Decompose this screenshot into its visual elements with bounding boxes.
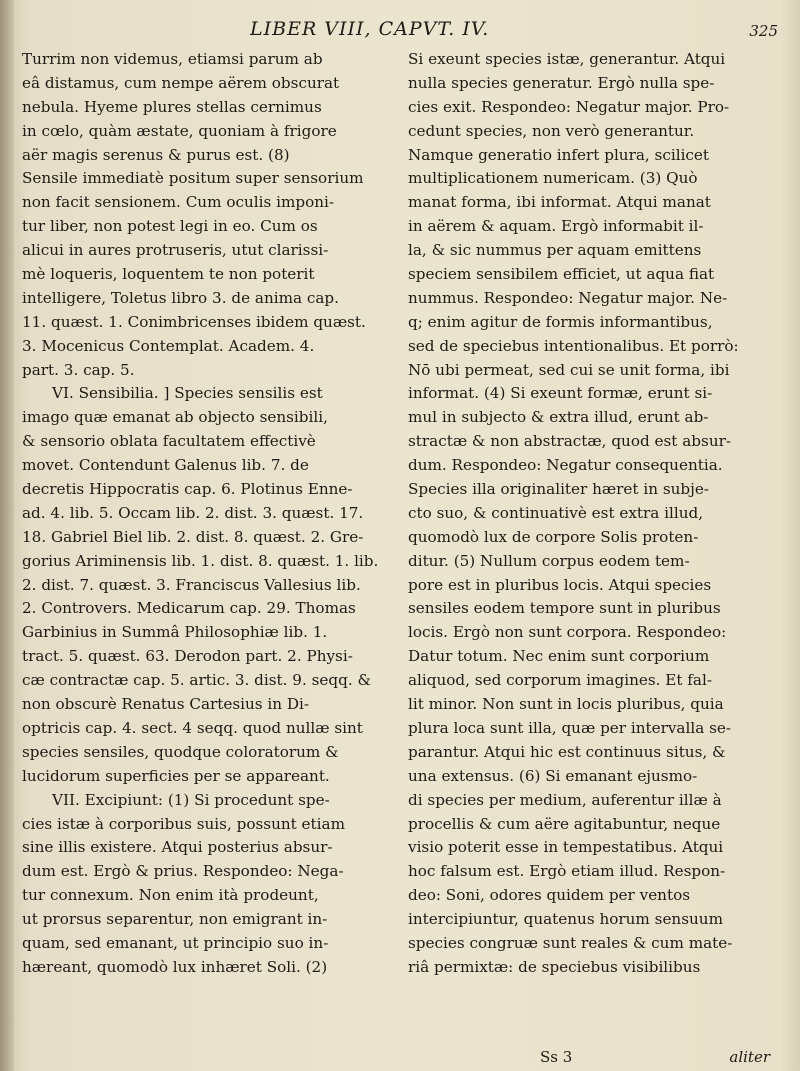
- left-column-line: & sensorio oblata facultatem effectivè: [22, 432, 316, 451]
- right-column-line: Datur totum. Nec enim sunt corporium: [408, 647, 710, 666]
- right-column-line: nummus. Respondeo: Negatur major. Ne-: [408, 288, 728, 307]
- left-column-line: decretis Hippocratis cap. 6. Plotinus Enne-: [22, 480, 353, 499]
- left-column-line: species sensiles, quodque coloratorum &: [22, 742, 339, 761]
- left-column-line: Turrim non videmus, etiamsi parum ab: [22, 50, 323, 68]
- left-column-line: sine illis existere. Atqui posterius absur-: [22, 838, 333, 857]
- right-column-line: locis. Ergò non sunt corpora. Respondeo:: [408, 623, 727, 642]
- left-column-line: lucidorum superficies per se appareant.: [22, 766, 330, 785]
- catchword: aliter: [729, 1048, 770, 1066]
- left-column-line: eâ distamus, cum nempe aërem obscurat: [22, 73, 340, 92]
- right-column-line: pore est in pluribus locis. Atqui species: [408, 575, 712, 594]
- right-column-line: Namque generatio infert plura, scilicet: [408, 145, 710, 164]
- right-column-line: deo: Soni, odores quidem per ventos: [408, 886, 691, 905]
- right-column-line: la, & sic nummus per aquam emittens: [408, 241, 702, 260]
- left-column-line: quam, sed emanant, ut principio suo in-: [22, 933, 329, 952]
- left-column-line: optricis cap. 4. sect. 4 seqq. quod nullæ sint: [22, 718, 363, 737]
- left-column-line: tur liber, non potest legi in eo. Cum os: [22, 217, 318, 236]
- right-column-line: riâ permixtæ: de speciebus visibilibus: [408, 957, 701, 976]
- right-column-line: procellis & cum aëre agitabuntur, neque: [408, 814, 721, 833]
- right-column-line: speciem sensibilem efficiet, ut aqua fiat: [408, 265, 715, 284]
- right-column-line: Nō ubi permeat, sed cui se unit forma, ibi: [408, 360, 730, 379]
- page-header: [0, 14, 800, 46]
- left-column-line: Sensile immediatè positum super sensorium: [22, 169, 364, 188]
- right-column-line: quomodò lux de corpore Solis proten-: [408, 527, 699, 546]
- right-column-line: hoc falsum est. Ergò etiam illud. Respon-: [408, 862, 726, 881]
- left-column-line: in cœlo, quàm æstate, quoniam à frigore: [22, 121, 337, 140]
- right-column-line: plura loca sunt illa, quæ per intervalla se-: [408, 718, 732, 737]
- running-head: LIBER VIII, CAPVT. IV.: [250, 18, 490, 40]
- left-column-line: 3. Mocenicus Contemplat. Academ. 4.: [22, 336, 315, 355]
- left-column-line: hæreant, quomodò lux inhæret Soli. (2): [22, 957, 328, 976]
- left-column-line: imago quæ emanat ab objecto sensibili,: [22, 408, 328, 427]
- left-column-line: VI. Sensibilia. ] Species sensilis est: [52, 384, 323, 403]
- right-column-line: nulla species generatur. Ergò nulla spe-: [408, 73, 715, 92]
- left-column-line: intelligere, Toletus libro 3. de anima cap.: [22, 288, 339, 307]
- left-column-line: tur connexum. Non enim ità prodeunt,: [22, 886, 319, 905]
- right-column-line: species congruæ sunt reales & cum mate-: [408, 933, 733, 952]
- left-column-line: mè loqueris, loquentem te non poterit: [22, 265, 315, 284]
- right-column-line: visio poterit esse in tempestatibus. Atqui: [408, 838, 724, 857]
- right-column-line: q; enim agitur de formis informantibus,: [408, 312, 713, 331]
- left-column-line: 11. quæst. 1. Conimbricenses ibidem quæst.: [22, 312, 366, 331]
- left-column-line: part. 3. cap. 5.: [22, 360, 135, 379]
- right-column-line: ditur. (5) Nullum corpus eodem tem-: [408, 551, 690, 570]
- left-column-line: gorius Ariminensis lib. 1. dist. 8. quæst. 1. lib.: [22, 551, 379, 570]
- left-column-line: 2. Controvers. Medicarum cap. 29. Thomas: [22, 599, 356, 618]
- right-column-line: sed de speciebus intentionalibus. Et porrò:: [408, 336, 739, 355]
- right-column-line: cto suo, & continuativè est extra illud,: [408, 503, 704, 522]
- left-column-line: alicui in aures protruseris, utut clarissi-: [22, 241, 329, 260]
- left-column-line: nebula. Hyeme plures stellas cernimus: [22, 97, 322, 116]
- left-column-line: 2. dist. 7. quæst. 3. Franciscus Vallesius lib.: [22, 575, 361, 594]
- right-column-line: intercipiuntur, quatenus horum sensuum: [408, 910, 723, 929]
- right-column-line: Si exeunt species istæ, generantur. Atqui: [408, 50, 726, 68]
- left-column: [22, 48, 382, 980]
- right-column-line: Species illa originaliter hæret in subje-: [408, 480, 709, 499]
- right-column-line: sensiles eodem tempore sunt in pluribus: [408, 599, 721, 618]
- left-column-line: movet. Contendunt Galenus lib. 7. de: [22, 456, 309, 475]
- right-column-line: una extensus. (6) Si emanant ejusmo-: [408, 766, 698, 785]
- right-column-line: manat forma, ibi informat. Atqui manat: [408, 193, 711, 212]
- right-column: [408, 48, 780, 980]
- left-column-line: 18. Gabriel Biel lib. 2. dist. 8. quæst. 2. Gre-: [22, 527, 364, 546]
- signature-mark: Ss 3: [540, 1048, 573, 1066]
- left-column-line: aër magis serenus & purus est. (8): [22, 145, 290, 164]
- left-column-line: non facit sensionem. Cum oculis imponi-: [22, 193, 334, 212]
- left-column-line: tract. 5. quæst. 63. Derodon part. 2. Physi-: [22, 647, 353, 666]
- right-column-line: cedunt species, non verò generantur.: [408, 121, 695, 140]
- left-column-line: dum est. Ergò & prius. Respondeo: Nega-: [22, 862, 344, 881]
- right-column-line: di species per medium, auferentur illæ à: [408, 790, 722, 809]
- right-column-line: dum. Respondeo: Negatur consequentia.: [408, 456, 723, 475]
- right-column-line: multiplicationem numericam. (3) Quò: [408, 169, 698, 188]
- right-column-line: lit minor. Non sunt in locis pluribus, quia: [408, 695, 724, 714]
- right-column-line: stractæ & non abstractæ, quod est absur-: [408, 432, 731, 451]
- right-column-line: in aërem & aquam. Ergò informabit il-: [408, 217, 704, 236]
- right-column-line: mul in subjecto & extra illud, erunt ab-: [408, 408, 709, 427]
- right-column-line: aliquod, sed corporum imagines. Et fal-: [408, 671, 712, 690]
- left-column-line: VII. Excipiunt: (1) Si procedunt spe-: [52, 790, 330, 809]
- left-column-line: ad. 4. lib. 5. Occam lib. 2. dist. 3. quæst. 17.: [22, 503, 364, 522]
- left-column-line: Garbinius in Summâ Philosophiæ lib. 1.: [22, 623, 328, 642]
- right-column-line: cies exit. Respondeo: Negatur major. Pro-: [408, 97, 730, 116]
- page-number: 325: [749, 22, 778, 40]
- left-column-line: cæ contractæ cap. 5. artic. 3. dist. 9. seqq. &: [22, 671, 372, 690]
- left-column-line: ut prorsus separentur, non emigrant in-: [22, 910, 328, 929]
- page-gutter: [0, 0, 14, 1071]
- right-column-line: informat. (4) Si exeunt formæ, erunt si-: [408, 384, 713, 403]
- right-column-line: parantur. Atqui hic est continuus situs, &: [408, 742, 726, 761]
- left-column-line: cies istæ à corporibus suis, possunt etiam: [22, 814, 345, 833]
- left-column-line: non obscurè Renatus Cartesius in Di-: [22, 695, 310, 714]
